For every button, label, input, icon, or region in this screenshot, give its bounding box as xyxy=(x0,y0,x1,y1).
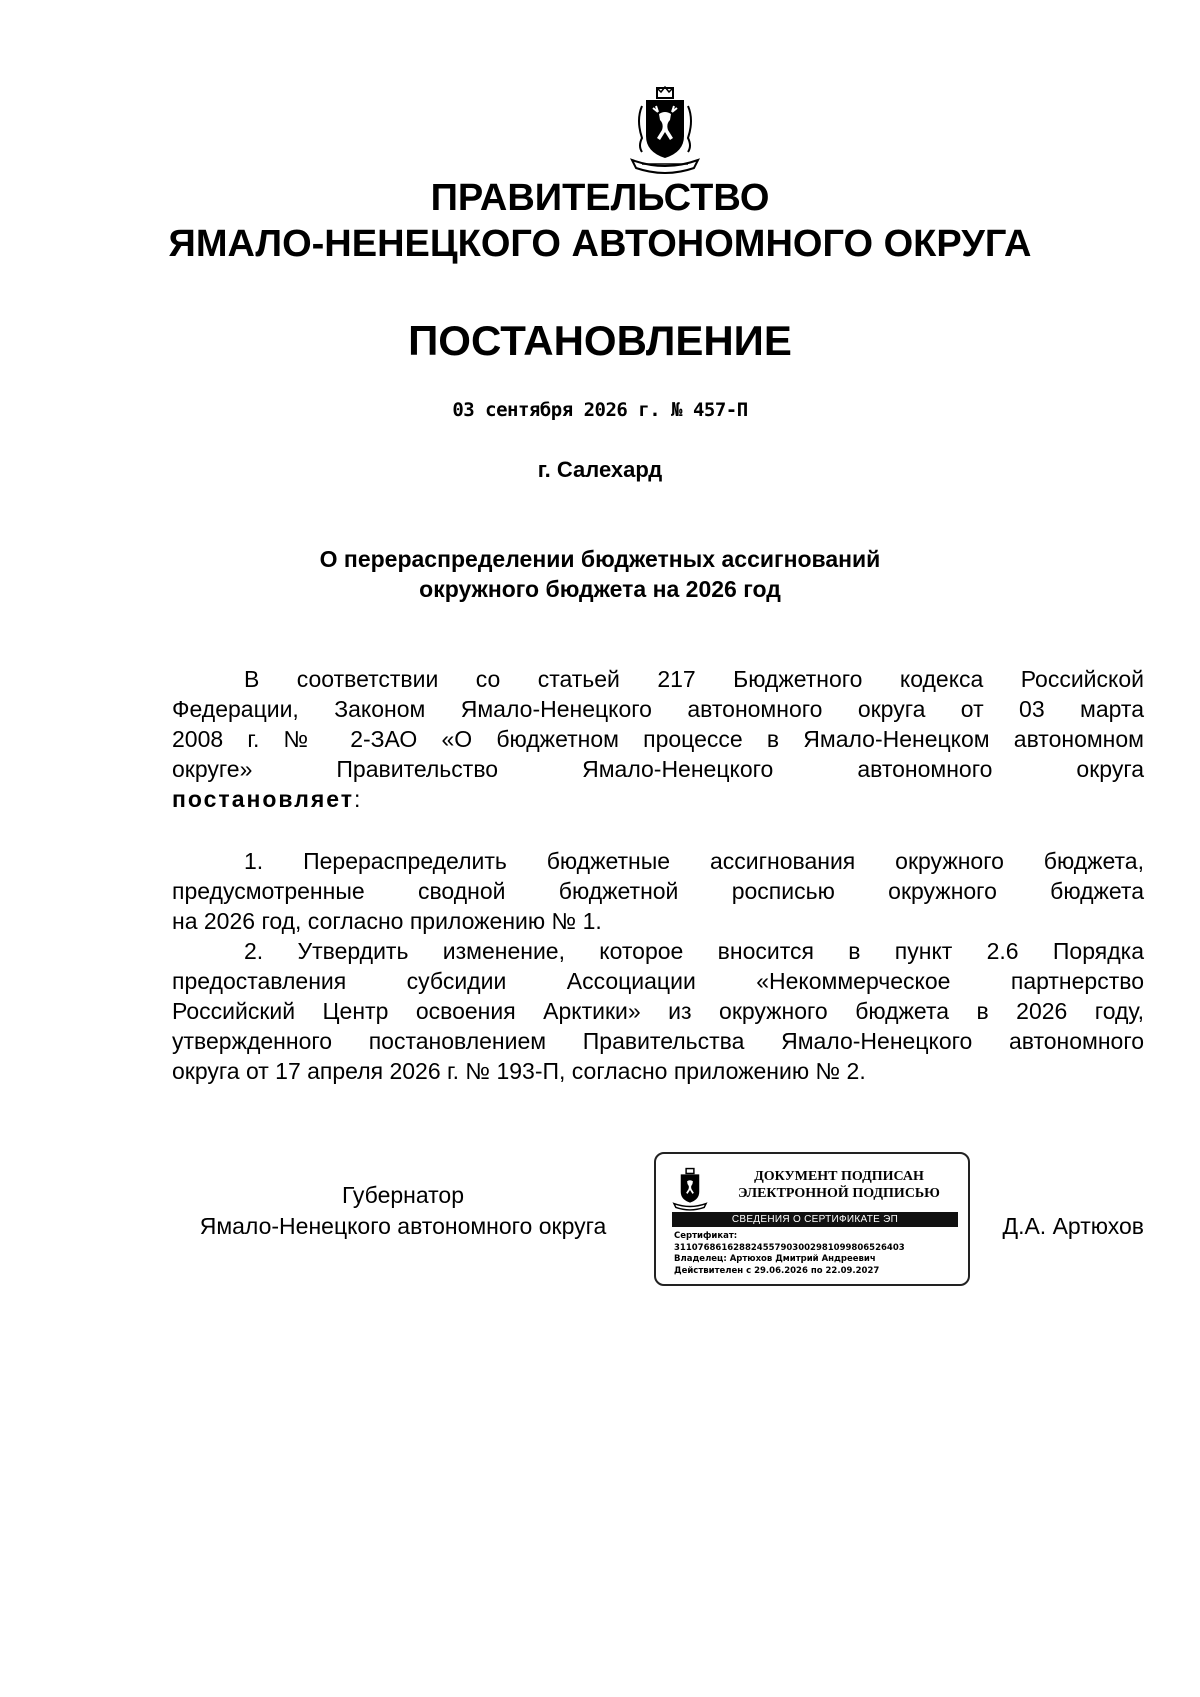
items-list xyxy=(172,846,1144,1086)
coat-of-arms-icon xyxy=(628,86,702,174)
preamble-line: В соответствии со статьей 217 Бюджетного кодекса Российской xyxy=(244,666,1144,692)
subject-line2: окружного бюджета на 2026 год xyxy=(419,576,781,602)
item1-line: 1. Перераспределить бюджетные ассигнования окружного бюджета, xyxy=(244,848,1144,874)
stamp-heading xyxy=(716,1168,962,1202)
item2-line: округа от 17 апреля 2026 г. № 193-П, согласно приложению № 2. xyxy=(172,1058,866,1084)
city: г. Салехард xyxy=(537,457,663,482)
preamble-paragraph xyxy=(172,664,1144,814)
subject-line1: О перераспределении бюджетных ассигнований xyxy=(319,546,881,572)
certificate-info-bar: СВЕДЕНИЯ О СЕРТИФИКАТЕ ЭП xyxy=(672,1212,958,1227)
certificate-owner: Владелец: Артюхов Дмитрий Андреевич xyxy=(674,1254,876,1264)
decree-word: постановляет xyxy=(172,786,355,812)
date-and-number: 03 сентября 2026 г. № 457-П xyxy=(452,399,748,421)
preamble-line: 2008 г. № 2-ЗАО «О бюджетном процессе в Ямало-Ненецком автономном xyxy=(172,726,1144,752)
preamble-line: Федерации, Законом Ямало-Ненецкого автономного округа от 03 марта xyxy=(172,696,1144,722)
stamp-heading-line1: ДОКУМЕНТ ПОДПИСАН xyxy=(754,1169,924,1184)
signer-name: Д.А. Артюхов xyxy=(1002,1213,1144,1239)
certificate-validity: Действителен с 29.06.2026 по 22.09.2027 xyxy=(674,1265,880,1276)
item2-line: 2. Утвердить изменение, которое вносится в пункт 2.6 Порядка xyxy=(244,938,1144,964)
item1-line: на 2026 год, согласно приложению № 1. xyxy=(172,908,602,934)
certificate-number: 311076861628824557903002981099806526403 xyxy=(674,1242,905,1253)
document-type: ПОСТАНОВЛЕНИЕ xyxy=(408,317,792,364)
item2-line: Российский Центр освоения Арктики» из окружного бюджета в 2026 году, xyxy=(172,998,1144,1024)
e-signature-stamp xyxy=(654,1152,970,1286)
decree-colon: : xyxy=(354,786,361,812)
certificate-details xyxy=(674,1231,964,1277)
signer-title-line2: Ямало-Ненецкого автономного округа xyxy=(199,1213,607,1239)
coat-of-arms-icon xyxy=(672,1166,708,1212)
signer-title-line1: Губернатор xyxy=(341,1182,465,1208)
item2-line: утвержденного постановлением Правительства Ямало-Ненецкого автономного xyxy=(172,1028,1144,1054)
decree-line xyxy=(172,784,1144,814)
stamp-heading-line2: ЭЛЕКТРОННОЙ ПОДПИСЬЮ xyxy=(738,1186,940,1201)
item1-line: предусмотренные сводной бюджетной росписью окружного бюджета xyxy=(172,878,1144,904)
preamble-line: округе» Правительство Ямало-Ненецкого автономного округа xyxy=(172,756,1144,782)
government-title-line2: ЯМАЛО-НЕНЕЦКОГО АВТОНОМНОГО ОКРУГА xyxy=(168,223,1032,265)
item2-line: предоставления субсидии Ассоциации «Некоммерческое партнерство xyxy=(172,968,1144,994)
certificate-label: Сертификат: xyxy=(674,1231,738,1241)
government-title-line1: ПРАВИТЕЛЬСТВО xyxy=(430,177,770,219)
